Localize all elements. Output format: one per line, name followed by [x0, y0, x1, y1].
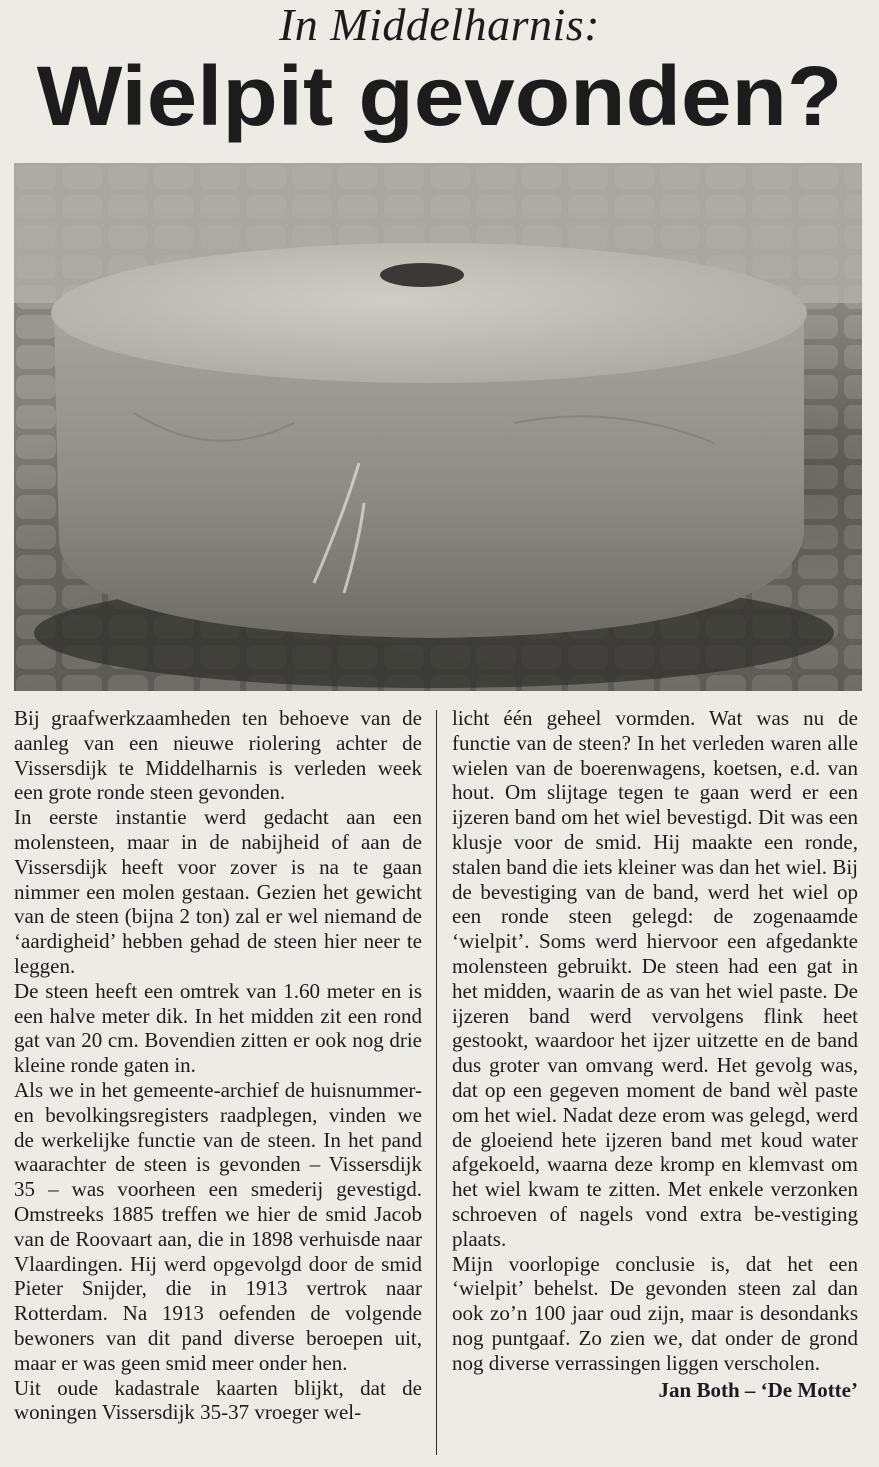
paragraph: Bij graafwerkzaamheden ten behoeve van de aanleg van een nieuwe riolering achter de Vissersdijk te Middelharnis is verleden week een grote ronde steen gevonden. [14, 706, 422, 805]
paragraph: De steen heeft een omtrek van 1.60 meter en is een halve meter dik. In het midden zit een rond gat van 20 cm. Bovendien zitten er ook nog drie kleine ronde gaten in. [14, 978, 422, 1078]
millstone-illustration [14, 163, 862, 691]
paragraph: Mijn voorlopige conclusie is, dat het een ‘wielpit’ behelst. De gevonden steen zal dan ook zo’n 100 jaar oud zijn, maar is desondanks nog puntgaaf. Zo zien we, dat onder de grond nog diverse verrassingen liggen verscholen. [452, 1251, 858, 1375]
article-headline: Wielpit gevonden? [36, 49, 843, 143]
paragraph: Als we in het gemeente-archief de huisnummer- en bevolkingsregisters raadplegen, vinden we de werkelijke functie van de steen. In het pand waarachter de steen is gevonden – Vissersdijk 35 – was voorheen een smederij gevestigd. Omstreeks 1885 treffen we hier de smid Jacob van de Roovaart aan, die in 1898 verhuisde naar Vlaardingen. Hij werd opgevolgd door de smid Pieter Snijder, die in 1913 vertrok naar Rotterdam. Na 1913 oefenden de volgende bewoners van dit pand diverse beroepen uit, maar er was geen smid meer onder hen. [14, 1077, 422, 1375]
article-column-right [452, 706, 858, 1402]
paragraph: licht één geheel vormden. Wat was nu de functie van de steen? In het verleden waren alle wielen van de boerenwagens, koetsen, e.d. van hout. Om slijtage tegen te gaan werd er een ijzeren band om het wiel bevestigd. Dit was een klusje voor de smid. Hij maakte een ronde, stalen band die iets kleiner was dan het wiel. Bij de bevestiging van de band, werd het wiel op een ronde steen gelegd: de zogenaamde ‘wielpit’. Soms werd hiervoor een afgedankte molensteen gebruikt. De steen had een gat in het midden, waarin de as van het wiel paste. De ijzeren band werd vervolgens flink heet gestookt, waardoor het ijzer uitzette en de band dus groter van omvang werd. Het gevolg was, dat op een gegeven moment de band wèl paste om het wiel. Nadat deze erom was gelegd, werd de gloeiend hete ijzeren band met koud water afgekoeld, waarna deze kromp en klemvast om het wiel kwam te zitten. Met enkele verzonken schroeven of nagels vond extra be-vestiging plaats. [452, 706, 858, 1251]
article-column-left [14, 706, 422, 1425]
column-divider [436, 710, 437, 1455]
millstone-photo [14, 163, 862, 691]
author-byline: Jan Both – ‘De Motte’ [658, 1377, 858, 1402]
paragraph: In eerste instantie werd gedacht aan een molensteen, maar in de nabijheid of aan de Vissersdijk heeft voor zover is na te gaan nimmer een molen gestaan. Gezien het gewicht van de steen (bijna 2 ton) zal er wel niemand de ‘aardigheid’ hebben gehad de steen hier neer te leggen. [14, 805, 422, 978]
paragraph: Uit oude kadastrale kaarten blijkt, dat de woningen Vissersdijk 35-37 vroeger wel- [14, 1375, 422, 1425]
article-kicker: In Middelharnis: [278, 0, 600, 50]
